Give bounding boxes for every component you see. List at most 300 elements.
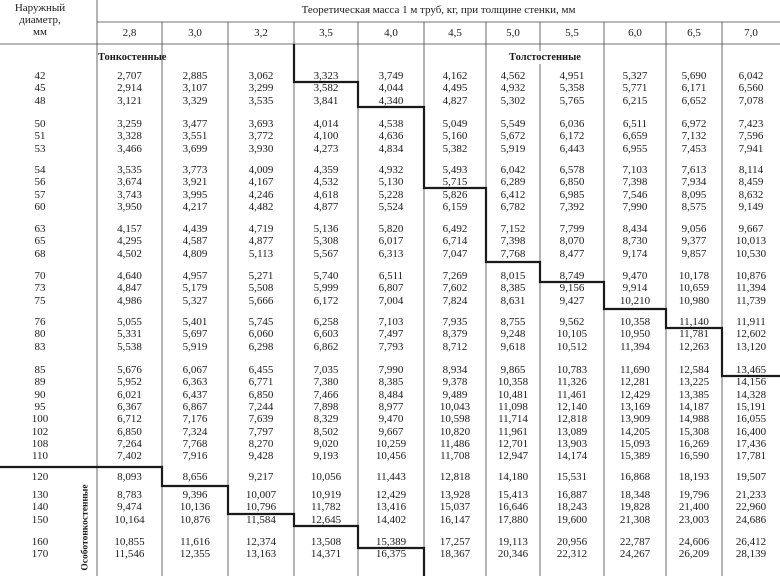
mass-cell: 10,919 [310,489,342,501]
mass-cell: 9,428 [248,450,274,463]
mass-cell: 11,961 [498,425,528,438]
mass-cell: 4,847 [117,282,142,295]
mass-cell: 8,631 [500,294,526,307]
mass-cell: 22,960 [735,501,767,514]
diameter-cell: 85 [34,364,46,376]
mass-cell: 10,358 [497,376,529,389]
mass-cell: 10,659 [678,282,710,295]
mass-cell: 15,389 [375,536,407,548]
mass-cell: 5,136 [313,223,339,235]
mass-cell: 8,484 [378,388,404,401]
mass-cell: 6,771 [248,376,274,389]
mass-cell: 7,797 [248,425,274,438]
mass-cell: 13,225 [678,376,710,389]
mass-cell: 5,826 [442,188,468,201]
mass-cell: 8,575 [681,200,707,213]
mass-cell: 6,712 [117,413,142,426]
mass-cell: 19,507 [735,471,767,483]
mass-cell: 7,398 [622,176,648,189]
mass-cell: 7,423 [738,118,764,130]
mass-cell: 3,323 [313,70,339,82]
mass-cell: 10,358 [619,316,651,328]
mass-cell: 3,582 [313,82,339,95]
mass-cell: 5,382 [442,142,468,155]
mass-cell: 8,934 [442,364,468,376]
mass-cell: 16,868 [619,471,651,483]
mass-cell: 14,180 [497,471,529,483]
mass-cell: 12,263 [678,340,710,353]
thickness-header: 3,2 [254,27,268,39]
mass-cell: 6,172 [559,130,585,143]
mass-cell: 2,914 [117,82,142,95]
table-row [0,294,780,308]
mass-cell: 4,636 [378,130,404,143]
mass-cell: 11,781 [679,328,709,341]
mass-cell: 15,191 [735,400,767,413]
diameter-cell: 150 [31,513,49,526]
diameter-header-line: Наружный [14,2,66,14]
diameter-cell: 75 [34,294,46,307]
mass-cell: 6,042 [500,164,526,176]
thickness-header: 4,5 [448,27,462,39]
mass-cell: 5,055 [117,316,142,328]
mass-cell: 4,986 [117,294,142,307]
mass-cell: 3,107 [182,82,208,95]
mass-cell: 13,928 [439,489,471,501]
table-row [0,547,780,561]
mass-cell: 6,782 [500,200,526,213]
mass-cell: 16,887 [556,489,588,501]
diameter-cell: 160 [31,536,49,548]
mass-cell: 4,562 [500,70,526,82]
mass-cell: 10,481 [497,388,529,401]
mass-cell: 4,246 [248,188,274,201]
mass-cell: 9,667 [738,223,764,235]
diameter-cell: 48 [34,94,46,107]
table-row [0,449,780,463]
mass-cell: 3,773 [182,164,208,176]
mass-cell: 5,771 [622,82,648,95]
mass-cell: 6,060 [248,328,274,341]
mass-cell: 11,690 [620,364,650,376]
mass-cell: 9,174 [622,247,648,260]
mass-cell: 17,880 [497,513,529,526]
mass-cell: 10,456 [375,450,407,463]
mass-cell: 12,355 [179,548,211,561]
mass-cell: 11,584 [246,513,276,526]
mass-cell: 3,329 [182,94,208,107]
diameter-cell: 45 [34,82,46,95]
mass-cell: 7,392 [559,200,585,213]
mass-cell: 11,708 [440,450,470,463]
mass-cell: 3,299 [248,82,274,95]
diameter-cell: 80 [34,328,46,341]
mass-cell: 5,952 [117,376,142,389]
mass-cell: 6,492 [442,223,468,235]
mass-cell: 4,439 [182,223,208,235]
section-label-thin-wall: Тонкостенные [98,52,167,63]
mass-cell: 8,712 [442,340,468,353]
table-row [0,142,780,156]
diameter-cell: 42 [34,70,46,82]
mass-cell: 6,021 [117,388,142,401]
mass-cell: 4,640 [117,270,142,282]
mass-cell: 11,098 [498,400,528,413]
mass-cell: 7,639 [248,413,274,426]
diameter-cell: 108 [31,437,49,450]
mass-cell: 8,015 [500,270,526,282]
mass-cell: 15,413 [497,489,529,501]
mass-cell: 7,824 [442,294,468,307]
mass-cell: 12,602 [735,328,767,341]
mass-cell: 6,850 [117,425,142,438]
mass-cell: 7,799 [559,223,585,235]
diameter-cell: 170 [31,548,49,561]
mass-cell: 11,714 [498,413,528,426]
mass-cell: 12,584 [678,364,710,376]
mass-cell: 13,089 [556,425,588,438]
thickness-header: 5,0 [506,27,520,39]
mass-cell: 5,765 [559,94,585,107]
mass-cell: 7,132 [681,130,707,143]
diameter-cell: 83 [34,340,46,353]
diameter-cell: 89 [34,376,46,389]
diameter-cell: 70 [34,270,46,282]
mass-cell: 15,308 [678,425,710,438]
mass-cell: 6,955 [622,142,648,155]
mass-cell: 4,932 [500,82,526,95]
mass-cell: 6,215 [622,94,648,107]
mass-cell: 11,739 [736,294,766,307]
mass-cell: 6,455 [248,364,274,376]
mass-cell: 9,248 [500,328,526,341]
mass-cell: 7,990 [622,200,648,213]
mass-cell: 12,818 [439,471,471,483]
mass-cell: 11,326 [557,376,587,389]
mass-cell: 5,130 [378,176,404,189]
mass-cell: 6,652 [681,94,707,107]
mass-cell: 5,672 [500,130,526,143]
mass-cell: 5,919 [500,142,526,155]
mass-cell: 5,113 [248,247,274,260]
diameter-cell: 95 [34,400,46,413]
mass-cell: 21,233 [735,489,767,501]
diameter-cell: 76 [34,316,46,328]
mass-cell: 6,714 [442,235,468,248]
table-row [0,470,780,484]
mass-cell: 10,043 [439,400,471,413]
mass-cell: 4,482 [248,200,274,213]
mass-cell: 5,271 [248,270,274,282]
mass-cell: 4,809 [182,247,208,260]
mass-cell: 5,999 [313,282,339,295]
mass-cell: 4,502 [117,247,142,260]
mass-cell: 7,269 [442,270,468,282]
mass-cell: 5,302 [500,94,526,107]
diameter-cell: 90 [34,388,46,401]
mass-cell: 3,743 [117,188,142,201]
mass-cell: 11,443 [376,471,406,483]
mass-cell: 10,056 [310,471,342,483]
mass-cell: 11,911 [736,316,766,328]
mass-cell: 3,121 [117,94,142,107]
diameter-cell: 102 [31,425,49,438]
mass-cell: 8,385 [500,282,526,295]
mass-cell: 4,044 [378,82,404,95]
mass-cell: 4,532 [313,176,339,189]
mass-cell: 3,950 [117,200,142,213]
mass-cell: 6,412 [500,188,526,201]
mass-cell: 7,793 [378,340,404,353]
mass-cell: 7,380 [313,376,339,389]
mass-cell: 4,877 [248,235,274,248]
mass-cell: 7,497 [378,328,404,341]
mass-cell: 9,618 [500,340,526,353]
mass-cell: 10,820 [439,425,471,438]
mass-cell: 19,796 [678,489,710,501]
mass-cell: 4,014 [313,118,339,130]
mass-cell: 17,257 [439,536,471,548]
diameter-cell: 57 [34,188,46,201]
mass-cell: 8,434 [622,223,648,235]
mass-cell: 28,139 [735,548,767,561]
table-row [0,94,780,108]
mass-cell: 9,377 [681,235,707,248]
mass-cell: 7,613 [681,164,707,176]
mass-cell: 5,493 [442,164,468,176]
mass-cell: 4,877 [313,200,339,213]
mass-cell: 9,217 [248,471,274,483]
mass-cell: 9,193 [313,450,339,463]
mass-cell: 10,512 [556,340,588,353]
mass-cell: 9,562 [559,316,585,328]
mass-cell: 14,156 [735,376,767,389]
mass-cell: 6,289 [500,176,526,189]
mass-cell: 18,243 [556,501,588,514]
mass-cell: 6,972 [681,118,707,130]
mass-cell: 16,269 [678,437,710,450]
mass-cell: 14,174 [556,450,588,463]
mass-cell: 13,903 [556,437,588,450]
mass-cell: 9,474 [117,501,142,514]
mass-cell: 9,489 [442,388,468,401]
mass-cell: 3,693 [248,118,274,130]
mass-cell: 15,531 [556,471,588,483]
diameter-header-line: мм [33,26,47,38]
mass-cell: 7,078 [738,94,764,107]
mass-cell: 12,140 [556,400,588,413]
mass-cell: 5,327 [622,70,648,82]
mass-cell: 17,781 [735,450,767,463]
mass-cell: 10,530 [735,247,767,260]
mass-cell: 21,308 [619,513,651,526]
mass-cell: 9,378 [442,376,468,389]
mass-cell: 8,749 [559,270,585,282]
mass-cell: 16,055 [735,413,767,426]
mass-cell: 7,453 [681,142,707,155]
mass-cell: 3,699 [182,142,208,155]
mass-cell: 10,783 [556,364,588,376]
mass-cell: 5,676 [117,364,142,376]
mass-cell: 9,056 [681,223,707,235]
mass-cell: 16,400 [735,425,767,438]
mass-cell: 5,228 [378,188,404,201]
thickness-header: 6,0 [628,27,642,39]
mass-cell: 6,298 [248,340,274,353]
mass-cell: 10,598 [439,413,471,426]
mass-cell: 10,164 [114,513,145,526]
mass-cell: 12,374 [245,536,277,548]
mass-cell: 3,772 [248,130,274,143]
mass-cell: 7,466 [313,388,339,401]
mass-cell: 3,841 [313,94,339,107]
mass-cell: 5,308 [313,235,339,248]
mass-cell: 4,495 [442,82,468,95]
mass-cell: 5,538 [117,340,142,353]
mass-cell: 13,163 [245,548,277,561]
mass-cell: 8,385 [378,376,404,389]
mass-cell: 3,551 [182,130,208,143]
mass-cell: 6,659 [622,130,648,143]
diameter-cell: 140 [31,501,49,514]
mass-cell: 22,787 [619,536,651,548]
diameter-cell: 120 [31,471,49,483]
mass-cell: 6,603 [313,328,339,341]
mass-cell: 7,244 [248,400,274,413]
mass-cell: 6,443 [559,142,585,155]
mass-cell: 7,602 [442,282,468,295]
mass-cell: 6,159 [442,200,468,213]
thickness-header: 6,5 [687,27,701,39]
mass-cell: 15,389 [619,450,651,463]
thickness-header: 3,5 [319,27,333,39]
diameter-cell: 50 [34,118,46,130]
mass-cell: 10,007 [245,489,277,501]
mass-cell: 8,755 [500,316,526,328]
section-label-thick-wall: Толстостенные [503,51,587,64]
mass-cell: 4,587 [182,235,208,248]
mass-cell: 15,037 [439,501,471,514]
mass-cell: 6,017 [378,235,404,248]
mass-cell: 3,749 [378,70,404,82]
diameter-cell: 68 [34,247,46,260]
mass-cell: 9,149 [738,200,764,213]
mass-cell: 6,511 [378,270,404,282]
thickness-header: 2,8 [122,27,137,39]
mass-cell: 14,187 [678,400,710,413]
mass-cell: 5,745 [248,316,274,328]
mass-cell: 6,363 [182,376,208,389]
mass-cell: 7,768 [182,437,208,450]
mass-cell: 7,596 [738,130,764,143]
mass-cell: 7,264 [117,437,142,450]
mass-cell: 10,876 [735,270,767,282]
mass-cell: 7,935 [442,316,468,328]
mass-cell: 14,205 [619,425,651,438]
mass-cell: 7,176 [182,413,208,426]
mass-cell: 16,590 [678,450,710,463]
mass-cell: 6,578 [559,164,585,176]
mass-cell: 6,313 [378,247,404,260]
mass-cell: 11,394 [620,340,650,353]
mass-cell: 6,437 [182,388,208,401]
mass-cell: 5,666 [248,294,274,307]
mass-cell: 7,047 [442,247,468,260]
table-row [0,247,780,261]
mass-cell: 12,701 [497,437,529,450]
mass-cell: 6,807 [378,282,404,295]
mass-cell: 4,217 [182,200,208,213]
diameter-cell: 53 [34,142,46,155]
mass-cell: 26,209 [678,548,710,561]
diameter-cell: 73 [34,282,46,295]
mass-cell: 11,140 [679,316,709,328]
table-row [0,200,780,214]
mass-cell: 4,932 [378,164,404,176]
mass-cell: 10,136 [179,501,211,514]
mass-cell: 8,095 [681,188,707,201]
mass-cell: 7,768 [500,247,526,260]
mass-cell: 14,371 [310,548,342,561]
mass-cell: 6,258 [313,316,339,328]
thickness-header: 3,0 [188,27,202,39]
section-label-extra-thin-wall: Особотонкостенные [80,484,91,571]
mass-cell: 3,995 [182,188,208,201]
mass-cell: 4,538 [378,118,404,130]
diameter-cell: 130 [31,489,49,501]
mass-cell: 9,156 [559,282,585,295]
mass-cell: 10,259 [375,437,407,450]
mass-cell: 17,436 [735,437,767,450]
mass-cell: 9,396 [182,489,208,501]
mass-cell: 7,152 [500,223,526,235]
mass-cell: 4,100 [313,130,339,143]
mass-cell: 9,914 [622,282,648,295]
mass-cell: 5,179 [182,282,208,295]
mass-cell: 8,783 [117,489,142,501]
mass-cell: 13,508 [310,536,342,548]
table-title: Теоретическая масса 1 м труб, кг, при толщине стенки, мм [301,4,576,16]
mass-cell: 6,985 [559,188,585,201]
mass-cell: 10,178 [678,270,710,282]
diameter-cell: 51 [34,130,46,143]
mass-cell: 7,941 [738,142,764,155]
mass-cell: 7,990 [378,364,404,376]
mass-cell: 3,921 [182,176,208,189]
mass-cell: 12,281 [619,376,651,389]
mass-cell: 13,169 [619,400,651,413]
mass-cell: 19,113 [498,536,528,548]
diameter-cell: 100 [31,413,49,426]
mass-cell: 14,988 [678,413,710,426]
mass-cell: 3,259 [117,118,142,130]
mass-cell: 16,375 [375,548,407,561]
mass-cell: 6,850 [559,176,585,189]
mass-cell: 14,402 [375,513,407,526]
mass-cell: 13,465 [735,364,767,376]
mass-cell: 9,857 [681,247,707,260]
mass-cell: 11,461 [557,388,587,401]
mass-cell: 4,618 [313,188,339,201]
mass-cell: 26,412 [735,536,767,548]
mass-cell: 9,470 [622,270,648,282]
mass-cell: 5,740 [313,270,339,282]
mass-cell: 4,167 [248,176,274,189]
diameter-cell: 60 [34,200,46,213]
table-row [0,340,780,354]
mass-cell: 8,977 [378,400,404,413]
mass-cell: 18,348 [619,489,651,501]
